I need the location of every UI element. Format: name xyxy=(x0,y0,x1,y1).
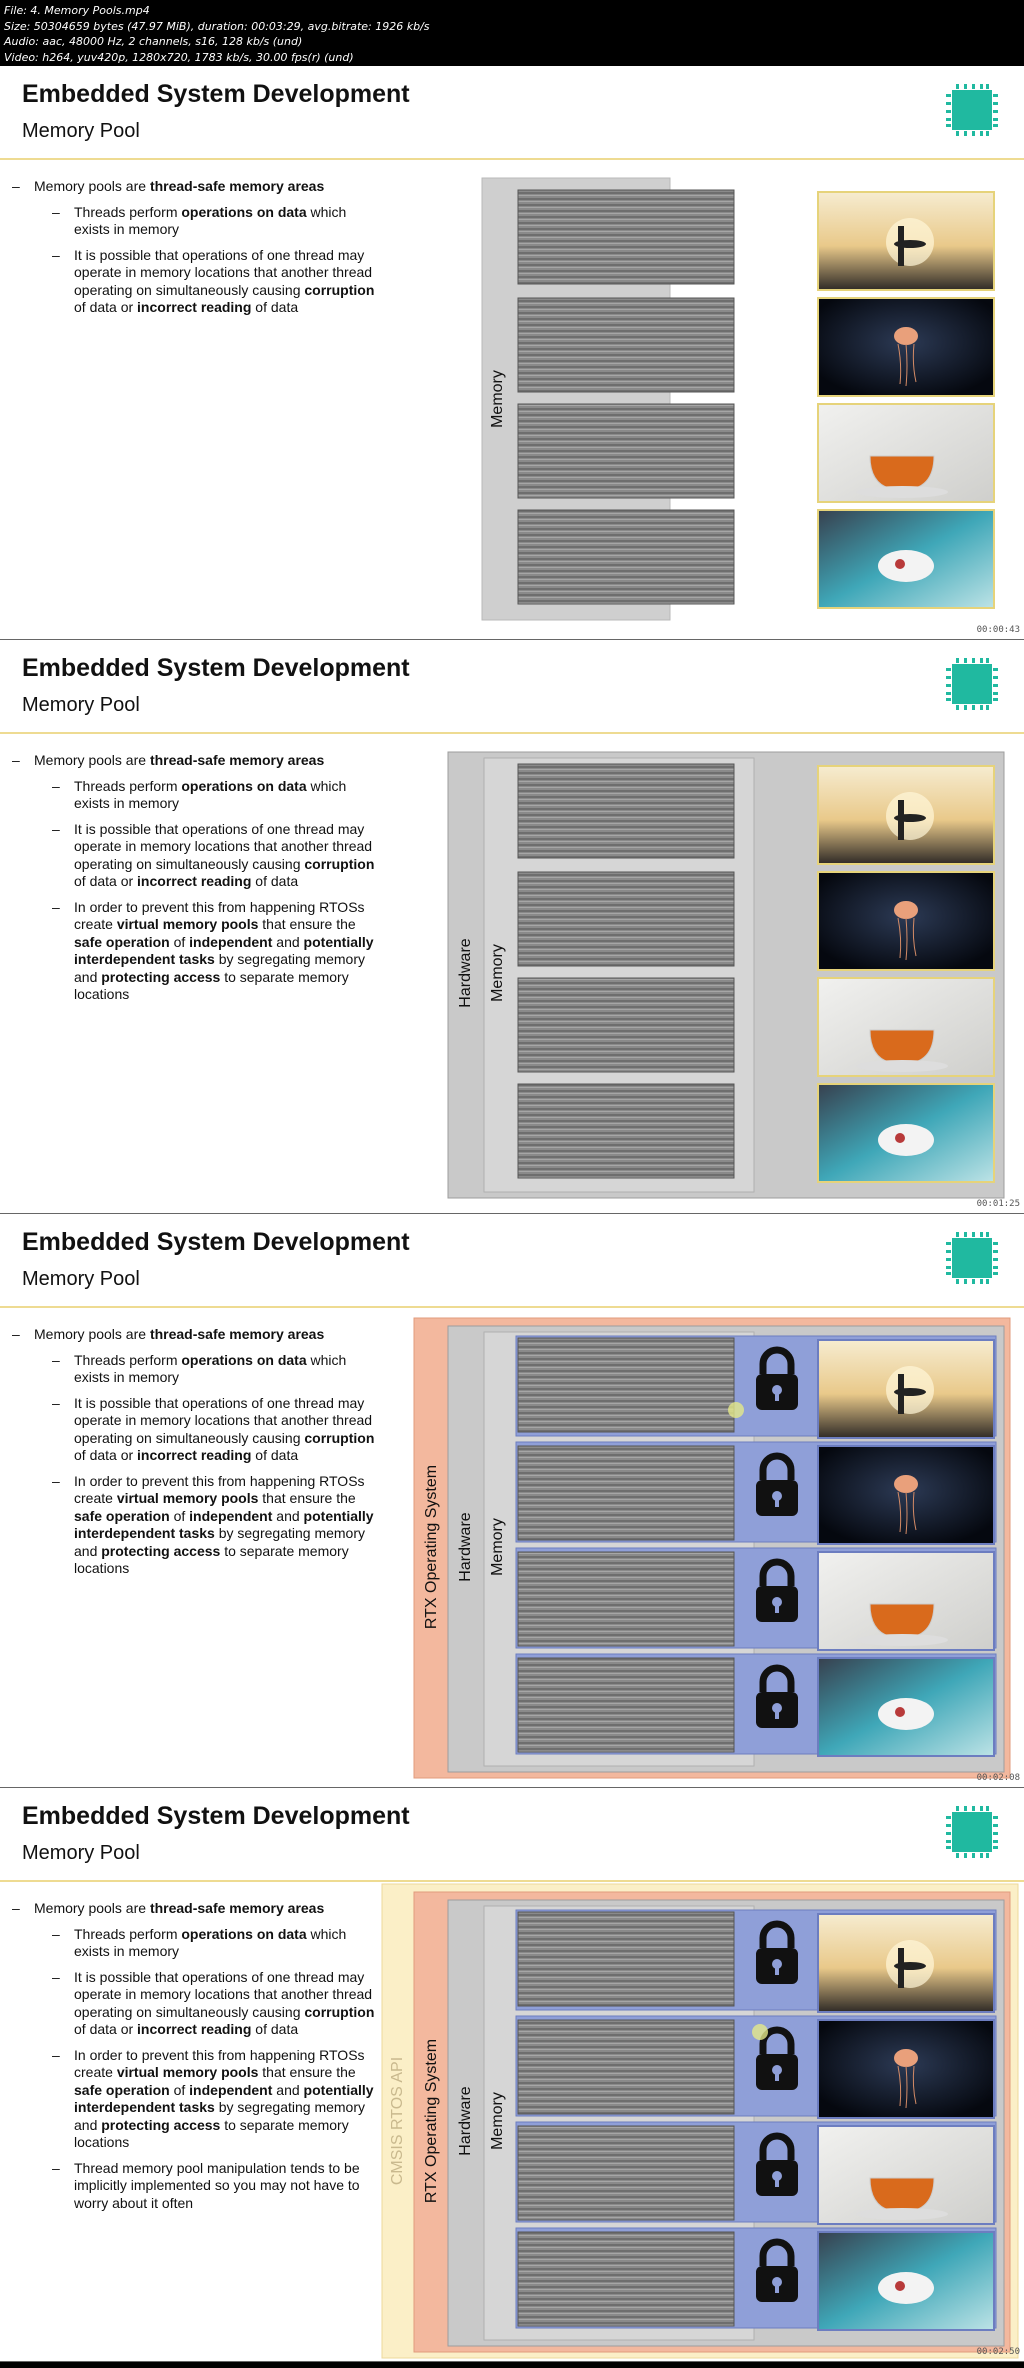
memory-block-4 xyxy=(518,1658,734,1752)
image-surfer xyxy=(818,1914,994,2012)
memory-block-1 xyxy=(518,190,734,284)
slide-title: Embedded System Development xyxy=(22,80,410,108)
bullet-sub-4: – Thread memory pool manipulation tends to be implicitly implemented so you may not have to worry about it often xyxy=(10,2160,380,2213)
rtos-label: RTX Operating System xyxy=(423,1464,440,1630)
file-info-line: Video: h264, yuv420p, 1280x720, 1783 kb/s, 30.00 fps(r) (und) xyxy=(4,50,354,64)
file-info-line: Audio: aac, 48000 Hz, 2 channels, s16, 128 kb/s (und) xyxy=(4,35,303,48)
api-label: CMSIS RTOS API xyxy=(389,2056,406,2186)
image-jellyfish xyxy=(818,2020,994,2118)
timestamp: 00:02:08 xyxy=(976,1773,1020,1783)
bullet-sub-3: – In order to prevent this from happening RTOSs create virtual memory pools that ensure the safe operation of independent and potentially interdependent tasks by segregating memory and protecting access to separate memory locations xyxy=(10,2047,380,2152)
slide-subtitle: Memory Pool xyxy=(22,694,140,716)
hardware-diagram xyxy=(0,640,1024,1214)
memory-label: Memory xyxy=(489,1518,506,1576)
image-jellyfish xyxy=(818,872,994,970)
memory-block-2 xyxy=(518,1446,734,1540)
rtos-label: RTX Operating System xyxy=(423,2038,440,2204)
memory-block-1 xyxy=(518,764,734,858)
hardware-label: Hardware xyxy=(457,1512,474,1582)
bullet-sub-2: – It is possible that operations of one thread may operate in memory locations that another thread operating on simultaneously causing corruption of data or incorrect reading of data xyxy=(10,1969,380,2039)
bullet-main: – Memory pools are thread-safe memory areas xyxy=(10,178,380,196)
bullet-main: – Memory pools are thread-safe memory areas xyxy=(10,752,380,770)
rtos-diagram xyxy=(0,1214,1024,1788)
image-tea xyxy=(818,978,994,1076)
image-tea xyxy=(818,2126,994,2224)
slide-title: Embedded System Development xyxy=(22,654,410,682)
bullet-sub-2: – It is possible that operations of one thread may operate in memory locations that another thread operating on simultaneously causing corruption of data or incorrect reading of data xyxy=(10,247,380,317)
memory-block-3 xyxy=(518,978,734,1072)
image-surfer xyxy=(818,192,994,290)
bullet-sub-1: – Threads perform operations on data which exists in memory xyxy=(10,1352,380,1387)
slide-subtitle: Memory Pool xyxy=(22,1842,140,1864)
slide-title: Embedded System Development xyxy=(22,1228,410,1256)
memory-block-4 xyxy=(518,510,734,604)
bullet-sub-3: – In order to prevent this from happening RTOSs create virtual memory pools that ensure the safe operation of independent and potentially interdependent tasks by segregating memory and protecting access to separate memory locations xyxy=(10,1473,380,1578)
image-hands xyxy=(818,510,994,608)
bullet-main: – Memory pools are thread-safe memory areas xyxy=(10,1900,380,1918)
memory-block-1 xyxy=(518,1912,734,2006)
memory-block-2 xyxy=(518,872,734,966)
memory-label: Memory xyxy=(489,944,506,1002)
file-info-header xyxy=(0,0,1024,66)
bullet-sub-2: – It is possible that operations of one thread may operate in memory locations that another thread operating on simultaneously causing corruption of data or incorrect reading of data xyxy=(10,1395,380,1465)
file-info-line: Size: 50304659 bytes (47.97 MiB), duration: 00:03:29, avg.bitrate: 1926 kb/s xyxy=(4,19,430,33)
image-hands xyxy=(818,1658,994,1756)
memory-block-3 xyxy=(518,1552,734,1646)
slide-subtitle: Memory Pool xyxy=(22,120,140,142)
slide-title: Embedded System Development xyxy=(22,1802,410,1830)
bullet-sub-2: – It is possible that operations of one thread may operate in memory locations that another thread operating on simultaneously causing corruption of data or incorrect reading of data xyxy=(10,821,380,891)
bullet-main: – Memory pools are thread-safe memory areas xyxy=(10,1326,380,1344)
image-surfer xyxy=(818,766,994,864)
memory-block-1 xyxy=(518,1338,734,1432)
slide-subtitle: Memory Pool xyxy=(22,1268,140,1290)
memory-block-2 xyxy=(518,298,734,392)
memory-label: Memory xyxy=(489,370,506,428)
bullet-sub-1: – Threads perform operations on data which exists in memory xyxy=(10,778,380,813)
memory-block-3 xyxy=(518,2126,734,2220)
memory-block-4 xyxy=(518,1084,734,1178)
hardware-label: Hardware xyxy=(457,2086,474,2156)
timestamp: 00:01:25 xyxy=(976,1199,1020,1209)
image-hands xyxy=(818,2232,994,2330)
memory-block-2 xyxy=(518,2020,734,2114)
image-tea xyxy=(818,404,994,502)
memory-diagram xyxy=(0,66,1024,640)
memory-block-3 xyxy=(518,404,734,498)
cursor-highlight xyxy=(728,1402,744,1418)
bullet-sub-3: – In order to prevent this from happening RTOSs create virtual memory pools that ensure the safe operation of independent and potentially interdependent tasks by segregating memory and protecting access to separate memory locations xyxy=(10,899,380,1004)
memory-block-4 xyxy=(518,2232,734,2326)
slide-frame-2 xyxy=(0,640,1024,1214)
hardware-label: Hardware xyxy=(457,938,474,1008)
bullet-sub-1: – Threads perform operations on data which exists in memory xyxy=(10,204,380,239)
image-jellyfish xyxy=(818,298,994,396)
memory-label: Memory xyxy=(489,2092,506,2150)
cursor-highlight xyxy=(752,2024,768,2040)
image-hands xyxy=(818,1084,994,1182)
image-jellyfish xyxy=(818,1446,994,1544)
image-tea xyxy=(818,1552,994,1650)
slide-frame-4 xyxy=(0,1788,1024,2362)
timestamp: 00:00:43 xyxy=(976,625,1020,635)
api-diagram xyxy=(0,1788,1024,2362)
slide-frame-1 xyxy=(0,66,1024,640)
timestamp: 00:02:50 xyxy=(976,2347,1020,2357)
bullet-sub-1: – Threads perform operations on data which exists in memory xyxy=(10,1926,380,1961)
slide-frame-3 xyxy=(0,1214,1024,1788)
image-surfer xyxy=(818,1340,994,1438)
file-info-line: File: 4. Memory Pools.mp4 xyxy=(4,4,150,17)
